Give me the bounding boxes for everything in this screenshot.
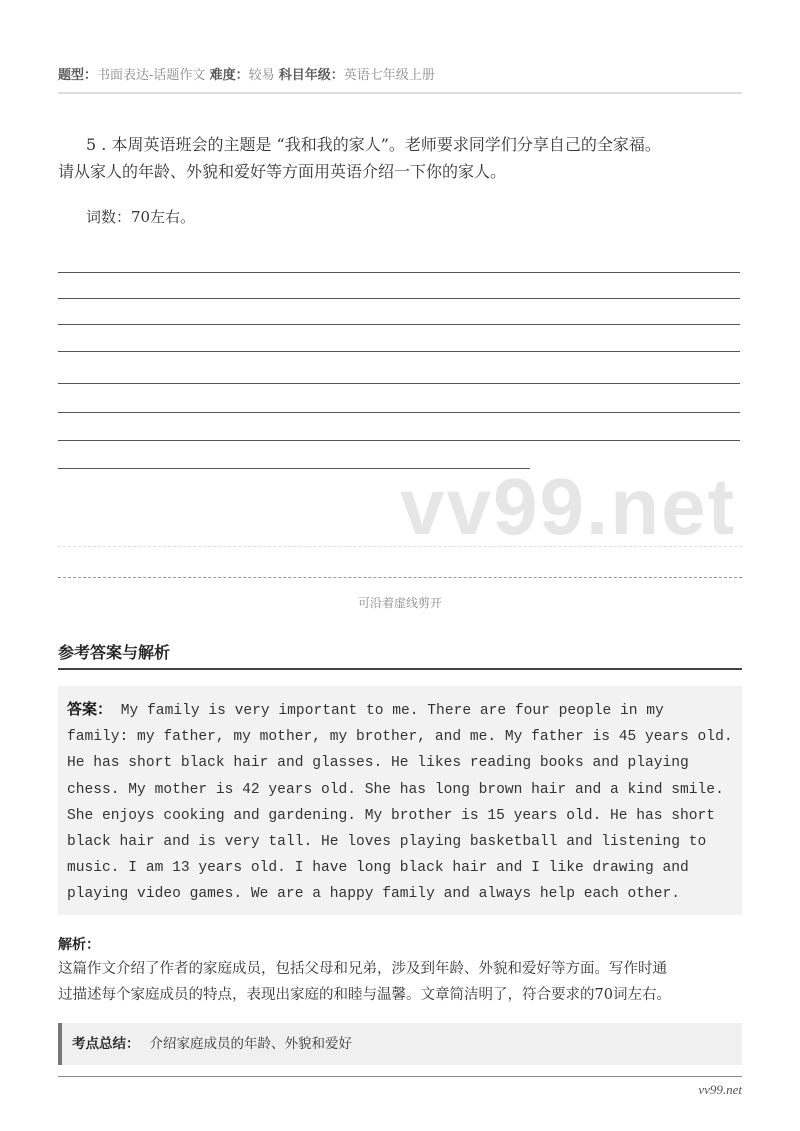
analysis-line: 过描述每个家庭成员的特点，表现出家庭的和睦与温馨。文章简洁明了，符合要求的70词左右。 [58, 987, 671, 1003]
section-title: 参考答案与解析 [58, 643, 171, 662]
answer-label: 答案： [67, 700, 113, 718]
watermark: vv99.net [400, 462, 737, 551]
answer-line: music. I am 13 years old. I have long black hair and I like drawing and [67, 860, 689, 877]
answer-line: family: my father, my mother, my brother, and me. My father is 45 years old. [67, 729, 733, 746]
answer-text: My family is very important to me. There are four people in my [120, 703, 664, 719]
answer-line: He has short black hair and glasses. He likes reading books and playing [67, 755, 689, 772]
cut-line [58, 577, 742, 578]
writing-line[interactable] [58, 272, 740, 273]
word-count: 词数：70左右。 [86, 208, 196, 226]
writing-line[interactable] [58, 383, 740, 384]
difficulty-label: 难度： [209, 68, 249, 83]
analysis-line: 这篇作文介绍了作者的家庭成员，包括父母和兄弟，涉及到年龄、外貌和爱好等方面。写作时通 [58, 961, 667, 977]
question-line: 请从家人的年龄、外貌和爱好等方面用英语介绍一下你的家人。 [58, 162, 507, 181]
question-text [58, 131, 748, 185]
writing-line[interactable] [58, 324, 740, 325]
grade-value: 英语七年级上册 [343, 68, 435, 83]
key-points-box [58, 1023, 742, 1065]
answer-box [58, 686, 742, 915]
question-line: 5 . 本周英语班会的主题是 “我和我的家人”。老师要求同学们分享自己的全家福。 [86, 135, 661, 154]
question-meta [58, 64, 435, 83]
difficulty-value: 较易 [248, 68, 275, 83]
key-points-label: 考点总结： [72, 1036, 140, 1052]
section-divider [58, 668, 742, 670]
grade-label: 科目年级： [278, 68, 344, 83]
type-value: 书面表达-话题作文 [97, 68, 206, 83]
answer-line: She enjoys cooking and gardening. My brother is 15 years old. He has short [67, 807, 716, 824]
dashed-line [58, 546, 742, 547]
analysis-label: 解析： [58, 937, 100, 953]
analysis-text [58, 956, 748, 1008]
answer-line: playing video games. We are a happy family and always help each other. [67, 886, 681, 903]
answer-line [67, 696, 742, 724]
writing-line[interactable] [58, 440, 740, 441]
writing-line[interactable] [58, 298, 740, 299]
footer-site: vv99.net [698, 1082, 742, 1097]
answer-line: chess. My mother is 42 years old. She has long brown hair and a kind smile. [67, 781, 724, 798]
key-points-value: 介绍家庭成员的年龄、外貌和爱好 [149, 1036, 352, 1052]
writing-line[interactable] [58, 412, 740, 413]
answer-line: black hair and is very tall. He loves playing basketball and listening to [67, 834, 707, 851]
type-label: 题型： [58, 68, 98, 83]
divider [58, 92, 742, 94]
footer-divider [58, 1076, 742, 1077]
writing-line[interactable] [58, 351, 740, 352]
cut-hint: 可沿着虚线剪开 [357, 596, 442, 610]
